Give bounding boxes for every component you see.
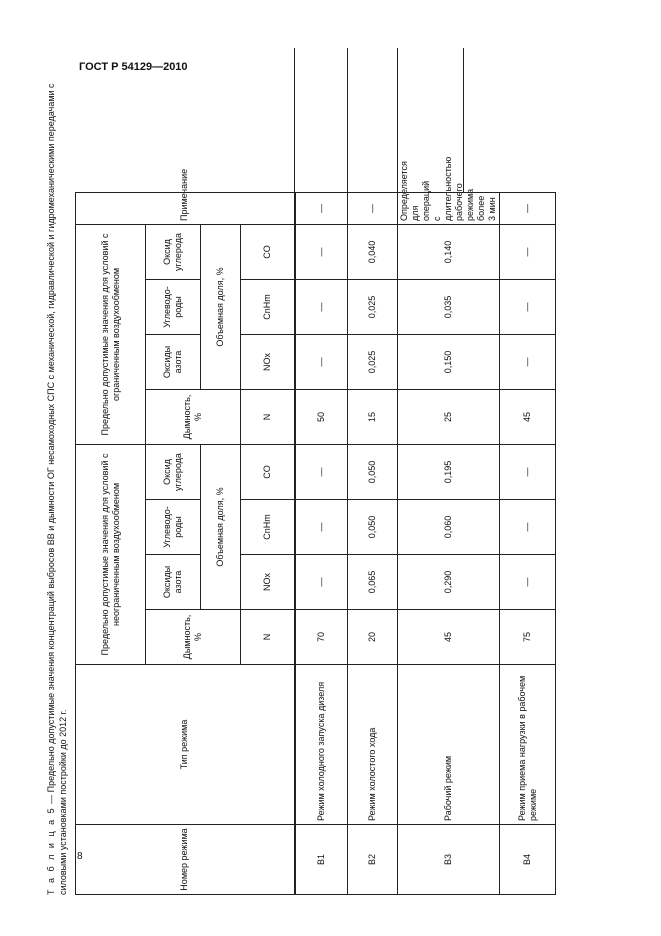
cell-smoke-1: 75 [500, 610, 556, 665]
cell-smoke-1: 20 [348, 610, 398, 665]
cell-note: Определяется для операций с длительностью рабочего режима более 3 мин [398, 192, 500, 224]
unit-co-2: CO [241, 224, 295, 279]
cell-smoke-2: 25 [398, 390, 500, 445]
cell-note: — [348, 192, 398, 224]
cell-hc-2: — [295, 280, 348, 335]
unit-hc-2: CnHm [241, 280, 295, 335]
unit-hc-1: CnHm [241, 500, 295, 555]
cell-note: — [295, 192, 348, 224]
cell-co-2: 0,040 [348, 224, 398, 279]
table-row [500, 192, 556, 894]
header-smoke-1: Дымность, % [146, 610, 241, 665]
table-row [348, 192, 398, 894]
cell-hc-1: 0,060 [398, 500, 500, 555]
cell-nox-1: — [500, 555, 556, 610]
cell-smoke-1: 70 [295, 610, 348, 665]
cell-hc-2: 0,035 [398, 280, 500, 335]
cell-co-2: 0,140 [398, 224, 500, 279]
table-continuation-lines [75, 48, 519, 193]
cell-nox-2: — [295, 335, 348, 390]
header-co-1: Оксид углерода [146, 445, 201, 500]
table-row [398, 192, 500, 894]
cell-mode-number: В2 [348, 825, 398, 895]
cell-mode-number: В4 [500, 825, 556, 895]
cell-co-1: 0,195 [398, 445, 500, 500]
unit-nox-2: NOx [241, 335, 295, 390]
header-group-limited: Предельно допустимые значения для условий с ограниченным воздухообменом [76, 224, 146, 444]
page-number: 8 [77, 851, 83, 862]
cell-co-1: — [500, 445, 556, 500]
unit-smoke-2: N [241, 390, 295, 445]
header-smoke-2: Дымность, % [146, 390, 241, 445]
divider [463, 48, 464, 192]
table-row [295, 192, 348, 894]
table-caption-lead: Т а б л и ц а 5 [46, 806, 56, 895]
divider [347, 48, 348, 192]
cell-hc-2: — [500, 280, 556, 335]
divider [294, 48, 295, 192]
header-hc-1: Углеводо-роды [146, 500, 201, 555]
document-title: ГОСТ Р 54129—2010 [79, 61, 188, 73]
cell-smoke-1: 45 [398, 610, 500, 665]
cell-co-2: — [500, 224, 556, 279]
cell-hc-1: — [500, 500, 556, 555]
cell-co-2: — [295, 224, 348, 279]
rotated-table-block [45, 49, 619, 895]
cell-hc-2: 0,025 [348, 280, 398, 335]
cell-mode-number: В3 [398, 825, 500, 895]
cell-co-1: 0,050 [348, 445, 398, 500]
cell-nox-2: 0,150 [398, 335, 500, 390]
cell-nox-1: 0,065 [348, 555, 398, 610]
cell-nox-1: 0,290 [398, 555, 500, 610]
table-caption-text: — Предельно допустимые значения концентраций выбросов ВВ и дымности ОГ несамоходных СПС с механической, гидравлической и гидромеханическими передачами с силовыми установками постройки до 2012 г. [46, 83, 68, 895]
unit-nox-1: NOx [241, 555, 295, 610]
cell-nox-2: — [500, 335, 556, 390]
header-hc-2: Углеводо-роды [146, 280, 201, 335]
header-mode-number: Номер режима [76, 825, 295, 895]
emissions-table [75, 156, 556, 895]
cell-hc-1: 0,050 [348, 500, 398, 555]
header-co-2: Оксид углерода [146, 224, 201, 279]
cell-smoke-2: 15 [348, 390, 398, 445]
header-note: Примечание [76, 192, 295, 224]
header-mode-type: Тип режима [76, 665, 295, 825]
cell-mode-number: В1 [295, 825, 348, 895]
header-group-unlimited: Предельно допустимые значения для условий с неограниченным воздухообменом [76, 445, 146, 665]
table-caption [45, 49, 71, 895]
cell-nox-1: — [295, 555, 348, 610]
divider [397, 48, 398, 192]
cell-smoke-2: 45 [500, 390, 556, 445]
header-nox-2: Оксиды азота [146, 335, 201, 390]
header-volume-fraction-2: Объемная доля, % [201, 224, 241, 389]
header-volume-fraction-1: Объемная доля, % [201, 445, 241, 610]
header-nox-1: Оксиды азота [146, 555, 201, 610]
cell-mode-type: Режим холостого хода [348, 665, 398, 825]
cell-hc-1: — [295, 500, 348, 555]
cell-mode-type: Рабочий режим [398, 665, 500, 825]
cell-note: — [500, 192, 556, 224]
cell-smoke-2: 50 [295, 390, 348, 445]
cell-mode-type: Режим холодного запуска дизеля [295, 665, 348, 825]
cell-mode-type: Режим приема нагрузки в рабочем режиме [500, 665, 556, 825]
unit-co-1: CO [241, 445, 295, 500]
unit-smoke-1: N [241, 610, 295, 665]
cell-co-1: — [295, 445, 348, 500]
cell-nox-2: 0,025 [348, 335, 398, 390]
